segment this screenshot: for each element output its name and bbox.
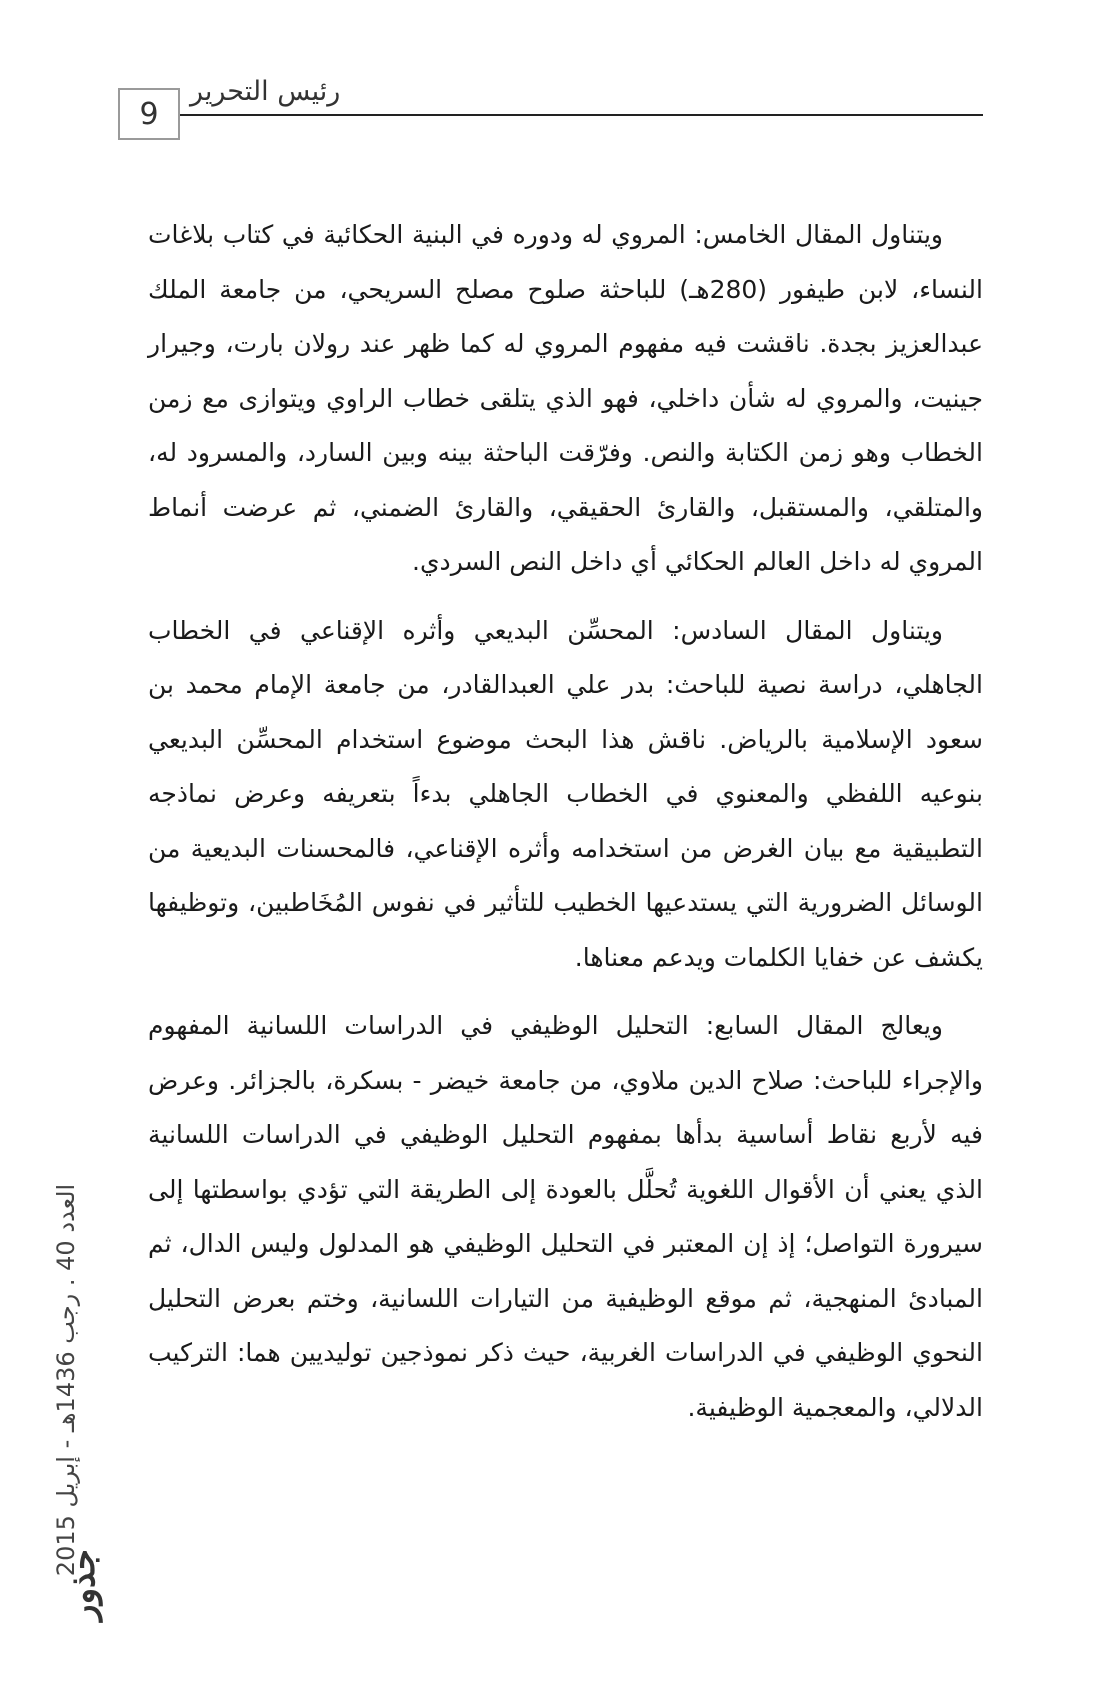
paragraph: ويتناول المقال السادس: المحسِّن البديعي وأثره الإقناعي في الخطاب الجاهلي، دراسة نصية للباحث: بدر علي العبدالقادر، من جامعة الإمام محمد بن سعود الإسلامية بالرياض. ناقش هذا البحث موضوع استخدام المحسِّن البديعي بنوعيه اللفظي والمعنوي في الخطاب الجاهلي بدءاً بتعريفه وعرض نماذجه التطبيقية مع بيان الغرض من استخدامه وأثره الإقناعي، فالمحسنات البديعية من الوسائل الضرورية التي يستدعيها الخطيب للتأثير في نفوس المُخَاطبين، وتوظيفها يكشف عن خفايا الكلمات ويدعم معناها.	[148, 615, 983, 972]
journal-logo: جذور	[63, 1549, 103, 1621]
article-body	[148, 208, 983, 1449]
page-number: 9	[118, 88, 180, 140]
paragraph: ويتناول المقال الخامس: المروي له ودوره في البنية الحكائية في كتاب بلاغات النساء، لابن طيفور (280هـ) للباحثة صلوح مصلح السريحي، من جامعة الملك عبدالعزيز بجدة. ناقشت فيه مفهوم المروي له كما ظهر عند رولان بارت، وجيرار جينيت، والمروي له شأن داخلي، فهو الذي يتلقى خطاب الراوي ويتوازى مع زمن الخطاب وهو زمن الكتابة والنص. وفرّقت الباحثة بينه وبين السارد، والمسرود له، والمتلقي، والمستقبل، والقارئ الحقيقي، والقارئ الضمني، ثم عرضت أنماط المروي له داخل العالم الحكائي أي داخل النص السردي.	[148, 220, 983, 576]
header-divider	[180, 114, 983, 116]
paragraph: ويعالج المقال السابع: التحليل الوظيفي في الدراسات اللسانية المفهوم والإجراء للباحث: صلاح الدين ملاوي، من جامعة خيضر - بسكرة، بالجزائر. وعرض فيه لأربع نقاط أساسية بدأها بمفهوم التحليل الوظيفي في الدراسات اللسانية الذي يعني أن الأقوال اللغوية تُحلَّل بالعودة إلى الطريقة التي تؤدي بواسطتها إلى سيرورة التواصل؛ إذ إن المعتبر في التحليل الوظيفي هو المدلول وليس الدال، ثم المبادئ المنهجية، ثم موقع الوظيفية من التيارات اللسانية، وختم بعرض التحليل النحوي الوظيفي في الدراسات الغربية، حيث ذكر نموذجين توليديين هما: التركيب الدلالي، والمعجمية الوظيفية.	[148, 1011, 983, 1422]
issue-info: العدد 40 . رجب 1436هـ - إبريل 2015	[52, 1183, 80, 1577]
section-title: رئيس التحرير	[190, 76, 341, 107]
